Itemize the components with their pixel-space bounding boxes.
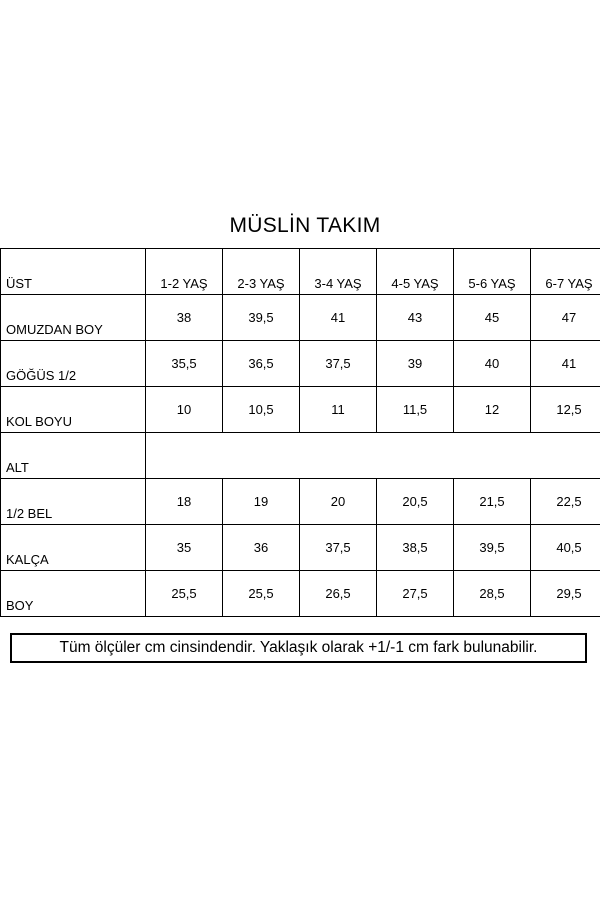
cell-value: 11,5 [402,402,428,417]
table-cell [377,341,454,387]
column-header-text: 3-4 YAŞ [314,276,362,291]
table-cell [146,525,223,571]
cell-value: 18 [176,494,192,509]
cell-value: 12 [484,402,500,417]
cell-value: 39,5 [248,310,274,325]
table-cell [146,479,223,525]
table-cell [454,295,531,341]
table-cell [531,341,600,387]
cell-value: 20 [330,494,346,509]
measurement-note-text: Tüm ölçüler cm cinsindendir. Yaklaşık olarak +1/-1 cm fark bulunabilir. [59,639,538,656]
column-header [146,249,223,295]
table-cell [531,525,600,571]
column-header-text: 1-2 YAŞ [160,276,208,291]
cell-value: 22,5 [556,494,582,509]
table-row [1,295,600,341]
table-cell [454,525,531,571]
table-cell [377,387,454,433]
cell-value: 25,5 [248,586,274,601]
table-row [1,571,600,617]
cell-value: 25,5 [171,586,197,601]
table-cell [223,571,300,617]
row-label: OMUZDAN BOY [6,322,103,337]
column-header [300,249,377,295]
cell-value: 28,5 [479,586,505,601]
section-row [1,433,600,479]
table-cell [531,571,600,617]
row-label-cell [1,479,146,525]
header-label-cell [1,249,146,295]
table-cell [531,295,600,341]
cell-value: 41 [561,356,577,371]
row-label: BOY [6,598,34,613]
table-cell [454,387,531,433]
section-spacer-cell [146,433,600,479]
table-cell [377,525,454,571]
row-label: KALÇA [6,552,49,567]
table-cell [223,341,300,387]
row-label-cell [1,387,146,433]
table-cell [377,571,454,617]
cell-value: 27,5 [402,586,428,601]
cell-value: 40,5 [556,540,582,555]
table-cell [223,295,300,341]
table-cell [223,387,300,433]
section-label-cell [1,433,146,479]
cell-value: 36,5 [248,356,274,371]
column-header-text: 5-6 YAŞ [468,276,516,291]
cell-value: 40 [484,356,500,371]
row-label-cell [1,525,146,571]
cell-value: 35 [176,540,192,555]
table-cell [531,387,600,433]
section-label: ALT [6,460,29,475]
table-cell [300,341,377,387]
table-cell [531,479,600,525]
table-cell [223,525,300,571]
cell-value: 10 [176,402,192,417]
table-cell [377,479,454,525]
cell-value: 35,5 [171,356,197,371]
cell-value: 39 [407,356,423,371]
column-header [377,249,454,295]
table-cell [300,571,377,617]
table-cell [223,479,300,525]
table-cell [454,571,531,617]
header-row [1,249,600,295]
header-label: ÜST [6,276,32,291]
cell-value: 37,5 [325,356,351,371]
table-row [1,387,600,433]
cell-value: 41 [330,310,346,325]
column-header-text: 2-3 YAŞ [237,276,285,291]
cell-value: 43 [407,310,423,325]
cell-value: 39,5 [479,540,505,555]
table-cell [146,387,223,433]
row-label-cell [1,571,146,617]
table-cell [454,479,531,525]
table-row [1,525,600,571]
cell-value: 45 [484,310,500,325]
cell-value: 12,5 [556,402,582,417]
row-label: GÖĞÜS 1/2 [6,368,77,383]
column-header [531,249,600,295]
column-header-text: 6-7 YAŞ [545,276,593,291]
table-cell [300,295,377,341]
page-title: MÜSLİN TAKIM [229,214,381,237]
cell-value: 37,5 [325,540,351,555]
row-label-cell [1,295,146,341]
table-cell [377,295,454,341]
cell-value: 29,5 [556,586,582,601]
cell-value: 47 [561,310,577,325]
measurement-note [10,633,587,663]
row-label: KOL BOYU [6,414,72,429]
table-cell [454,341,531,387]
table-cell [300,387,377,433]
column-header [454,249,531,295]
size-chart-table [0,248,600,617]
row-label-cell [1,341,146,387]
cell-value: 20,5 [402,494,428,509]
table-cell [146,295,223,341]
cell-value: 38,5 [402,540,428,555]
table-row [1,341,600,387]
cell-value: 11 [331,402,345,417]
table-row [1,479,600,525]
column-header [223,249,300,295]
cell-value: 26,5 [325,586,351,601]
table-cell [146,341,223,387]
table-cell [146,571,223,617]
cell-value: 19 [253,494,269,509]
row-label: 1/2 BEL [6,506,53,521]
cell-value: 38 [176,310,192,325]
column-header-text: 4-5 YAŞ [391,276,439,291]
table-cell [300,479,377,525]
cell-value: 36 [253,540,269,555]
cell-value: 21,5 [479,494,505,509]
table-cell [300,525,377,571]
cell-value: 10,5 [248,402,274,417]
